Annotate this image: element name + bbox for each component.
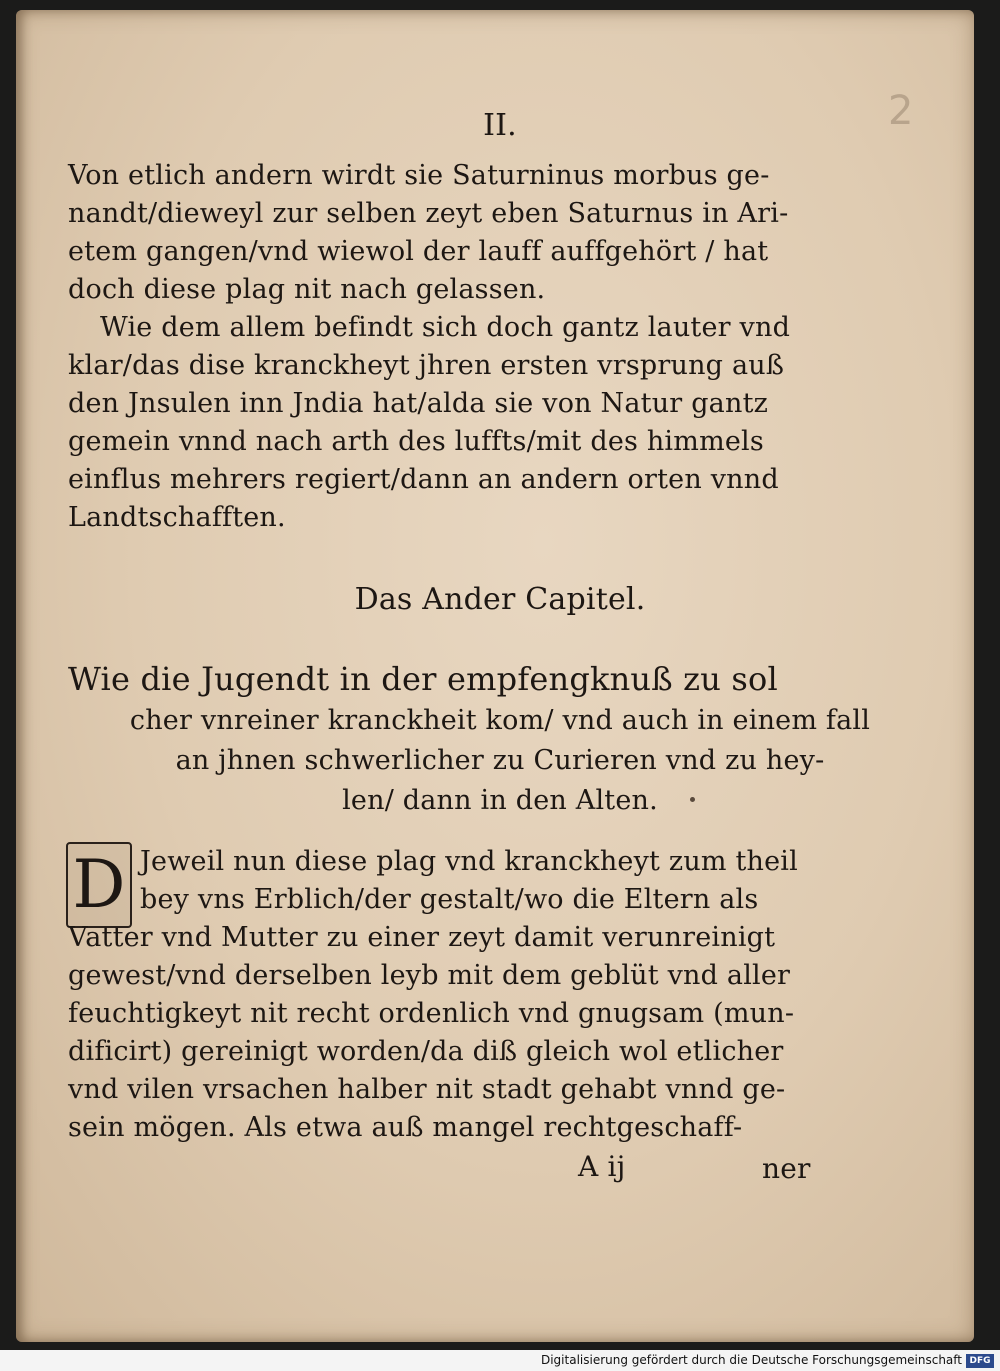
chapter-title-line: cher vnreiner kranckheit kom/ vnd auch in einem fall	[129, 705, 871, 736]
chapter-title-line: Wie die Jugendt in der empfengknuß zu sol	[68, 660, 778, 698]
text-line: sein mögen. Als etwa auß mangel rechtgeschaff-	[68, 1112, 743, 1143]
catchword: ner	[762, 1152, 811, 1185]
text-line: nandt/dieweyl zur selben zeyt eben Saturnus in Ari-	[68, 198, 789, 229]
text-line: Von etlich andern wirdt sie Saturninus morbus ge-	[68, 160, 770, 191]
text-line: einflus mehrers regiert/dann an andern orten vnnd	[68, 464, 779, 495]
text-line: Landtschafften.	[68, 502, 286, 533]
text-line: doch diese plag nit nach gelassen.	[68, 274, 546, 305]
text-line: Vatter vnd Mutter zu einer zeyt damit verunreinigt	[68, 922, 776, 953]
text-line: gemein vnnd nach arth des luffts/mit des himmels	[68, 426, 764, 457]
text-line: Wie dem allem befindt sich doch gantz lauter vnd	[100, 312, 791, 343]
text-line: vnd vilen vrsachen halber nit stadt gehabt vnnd ge-	[68, 1074, 786, 1105]
text-line: den Jnsulen inn Jndia hat/alda sie von Natur gantz	[68, 388, 769, 419]
text-line: feuchtigkeyt nit recht ordenlich vnd gnugsam (mun-	[68, 998, 795, 1029]
text-line: dificirt) gereinigt worden/da diß gleich wol etlicher	[68, 1036, 784, 1067]
chapter-heading: Das Ander Capitel.	[354, 582, 646, 617]
text-line: etem gangen/vnd wiewol der lauff auffgehört / hat	[68, 236, 769, 267]
paper-speck	[690, 797, 695, 802]
digitization-credit: Digitalisierung gefördert durch die Deutsche Forschungsgemeinschaft	[540, 1353, 962, 1367]
chapter-title-line: len/ dann in den Alten.	[342, 785, 658, 816]
text-line: klar/das dise kranckheyt jhren ersten vrsprung auß	[68, 350, 785, 381]
text-line: bey vns Erblich/der gestalt/wo die Eltern als	[140, 884, 759, 915]
chapter-title-line: an jhnen schwerlicher zu Curieren vnd zu hey-	[175, 745, 825, 776]
signature-mark: A ij	[578, 1150, 626, 1183]
drop-cap-initial: D	[66, 842, 132, 928]
dfg-logo: DFG	[966, 1354, 994, 1368]
folio-number: II.	[483, 108, 517, 143]
pencil-page-number: 2	[888, 88, 914, 134]
text-line: Jeweil nun diese plag vnd kranckheyt zum theil	[140, 846, 798, 877]
text-line: gewest/vnd derselben leyb mit dem geblüt vnd aller	[68, 960, 791, 991]
